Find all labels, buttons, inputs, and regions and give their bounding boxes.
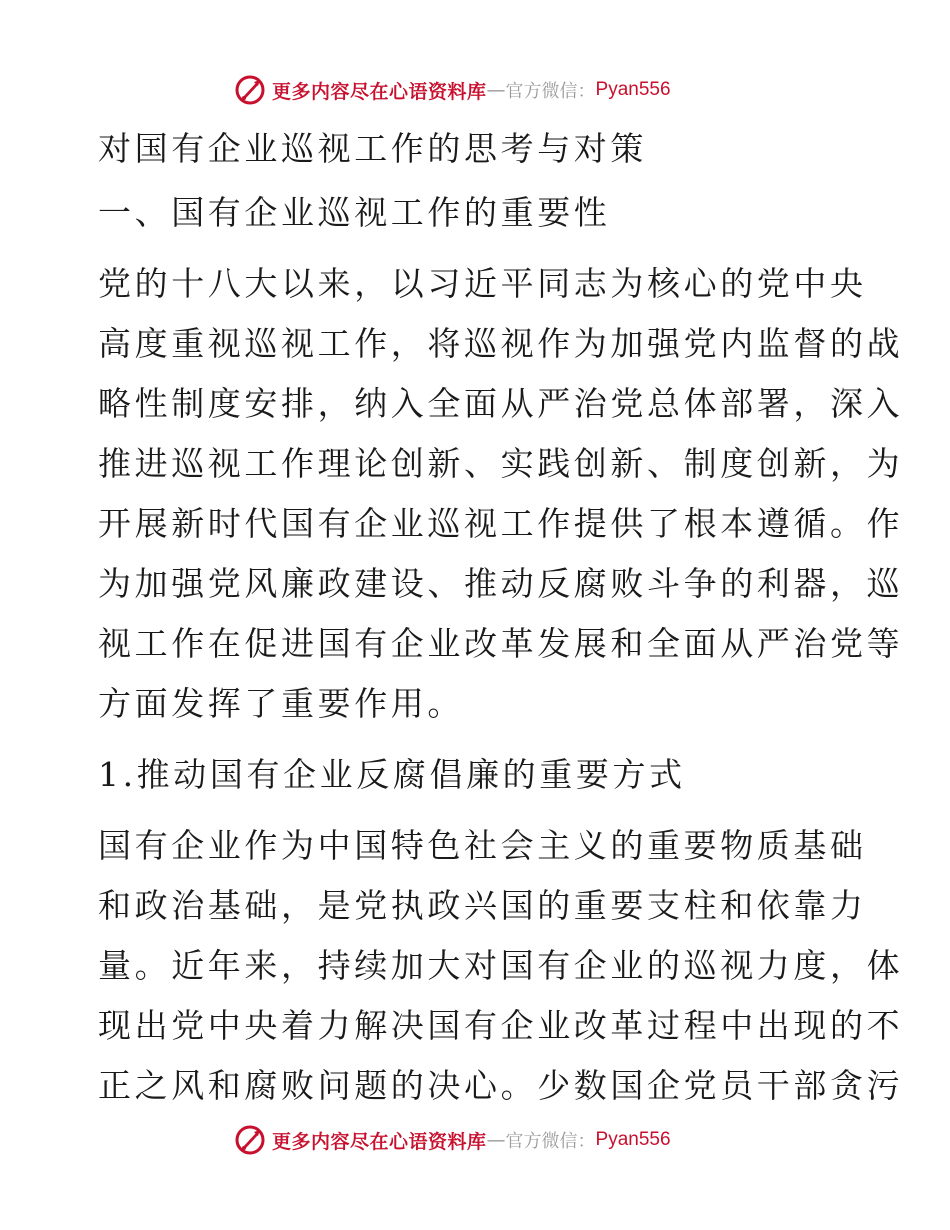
paragraph-line: 高度重视巡视工作，将巡视作为加强党内监督的战: [98, 324, 904, 363]
paragraph-line: 和政治基础，是党执政兴国的重要支柱和依靠力: [98, 886, 867, 925]
quill-logo-icon: [234, 74, 266, 106]
paragraph-line: 国有企业作为中国特色社会主义的重要物质基础: [98, 826, 867, 865]
paragraph-line: 开展新时代国有企业巡视工作提供了根本遵循。作: [98, 504, 904, 543]
paragraph-line: 量。近年来，持续加大对国有企业的巡视力度，体: [98, 946, 904, 985]
paragraph-1: [98, 254, 904, 734]
paragraph-line: 视工作在促进国有企业改革发展和全面从严治党等: [98, 624, 904, 663]
watermark-account: Pyan556: [595, 79, 671, 100]
paragraph-line: 现出党中央着力解决国有企业改革过程中出现的不: [98, 1006, 904, 1045]
watermark-brand: 更多内容尽在心语资料库: [272, 80, 487, 103]
watermark-label: 官方微信：: [505, 81, 596, 102]
paragraph-2: [98, 816, 904, 1116]
watermark-separator: —: [486, 79, 506, 101]
paragraph-line: 为加强党风廉政建设、推动反腐败斗争的利器，巡: [98, 564, 904, 603]
document-body: [98, 118, 904, 1116]
header-watermark: [234, 73, 671, 107]
paragraph-line: 推进巡视工作理论创新、实践创新、制度创新，为: [98, 444, 904, 483]
paragraph-line: 方面发挥了重要作用。: [98, 684, 464, 723]
footer-watermark: [234, 1123, 671, 1157]
document-title: 对国有企业巡视工作的思考与对策: [98, 129, 647, 168]
watermark-account: Pyan556: [595, 1129, 671, 1150]
watermark-separator: —: [486, 1129, 506, 1151]
watermark-label: 官方微信：: [505, 1131, 596, 1152]
quill-logo-icon: [234, 1124, 266, 1156]
paragraph-line: 党的十八大以来，以习近平同志为核心的党中央: [98, 264, 867, 303]
subheading: 1.推动国有企业反腐倡廉的重要方式: [98, 755, 686, 794]
paragraph-line: 正之风和腐败问题的决心。少数国企党员干部贪污: [98, 1066, 904, 1105]
watermark-brand: 更多内容尽在心语资料库: [272, 1130, 487, 1153]
section-heading: 一、国有企业巡视工作的重要性: [98, 193, 611, 232]
paragraph-line: 略性制度安排，纳入全面从严治党总体部署，深入: [98, 384, 904, 423]
